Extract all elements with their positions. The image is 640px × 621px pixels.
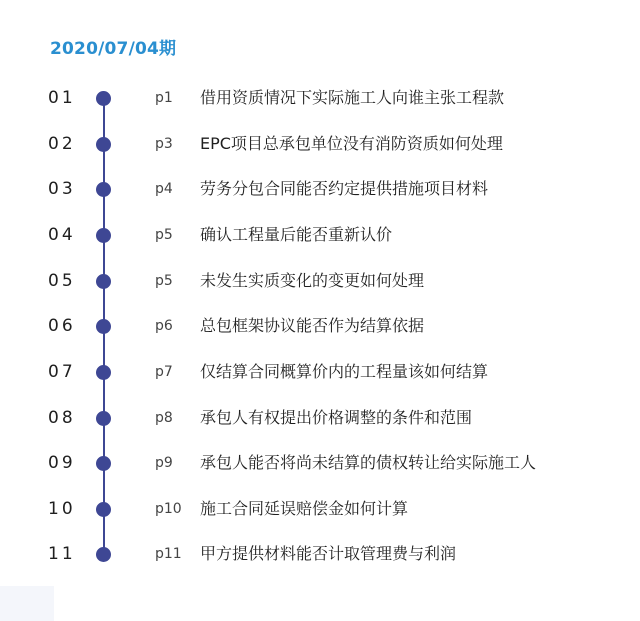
item-number: 09 [48, 453, 76, 473]
item-title: 确认工程量后能否重新认价 [200, 225, 393, 244]
timeline-dot [96, 228, 111, 243]
item-title: EPC项目总承包单位没有消防资质如何处理 [200, 134, 503, 153]
timeline-dot [96, 456, 111, 471]
page-ref: p8 [155, 410, 173, 426]
toc-item[interactable] [0, 311, 640, 341]
decorative-strip [0, 586, 54, 621]
item-number: 07 [48, 362, 76, 382]
issue-date-title: 2020/07/04期 [50, 39, 177, 59]
timeline-dot [96, 411, 111, 426]
page-ref: p9 [155, 455, 173, 471]
toc-item[interactable] [0, 403, 640, 433]
toc-item[interactable] [0, 539, 640, 569]
page-ref: p7 [155, 364, 173, 380]
timeline-dot [96, 319, 111, 334]
item-title: 借用资质情况下实际施工人向谁主张工程款 [200, 88, 505, 107]
toc-item[interactable] [0, 357, 640, 387]
toc-item[interactable] [0, 220, 640, 250]
item-title: 承包人能否将尚未结算的债权转让给实际施工人 [200, 453, 537, 472]
page-ref: p10 [155, 501, 182, 517]
page-ref: p5 [155, 227, 173, 243]
page-ref: p3 [155, 136, 173, 152]
timeline-dot [96, 91, 111, 106]
item-title: 仅结算合同概算价内的工程量该如何结算 [200, 362, 489, 381]
item-number: 05 [48, 271, 76, 291]
item-title: 未发生实质变化的变更如何处理 [200, 271, 425, 290]
toc-item[interactable] [0, 448, 640, 478]
timeline-dot [96, 547, 111, 562]
page-ref: p4 [155, 181, 173, 197]
item-number: 01 [48, 88, 76, 108]
item-title: 甲方提供材料能否计取管理费与利润 [200, 544, 457, 563]
timeline-dot [96, 502, 111, 517]
page-ref: p5 [155, 273, 173, 289]
item-title: 总包框架协议能否作为结算依据 [200, 316, 425, 335]
toc-item[interactable] [0, 83, 640, 113]
timeline-dot [96, 137, 111, 152]
item-number: 06 [48, 316, 76, 336]
item-title: 承包人有权提出价格调整的条件和范围 [200, 408, 473, 427]
toc-item[interactable] [0, 174, 640, 204]
item-title: 施工合同延误赔偿金如何计算 [200, 499, 409, 518]
toc-item[interactable] [0, 129, 640, 159]
item-number: 08 [48, 408, 76, 428]
toc-item[interactable] [0, 494, 640, 524]
item-number: 03 [48, 179, 76, 199]
page-ref: p6 [155, 318, 173, 334]
item-number: 02 [48, 134, 76, 154]
timeline-dot [96, 274, 111, 289]
item-title: 劳务分包合同能否约定提供措施项目材料 [200, 179, 489, 198]
timeline-dot [96, 182, 111, 197]
page-ref: p11 [155, 546, 182, 562]
timeline-dot [96, 365, 111, 380]
page-ref: p1 [155, 90, 173, 106]
item-number: 04 [48, 225, 76, 245]
item-number: 11 [48, 544, 76, 564]
toc-item[interactable] [0, 266, 640, 296]
item-number: 10 [48, 499, 76, 519]
